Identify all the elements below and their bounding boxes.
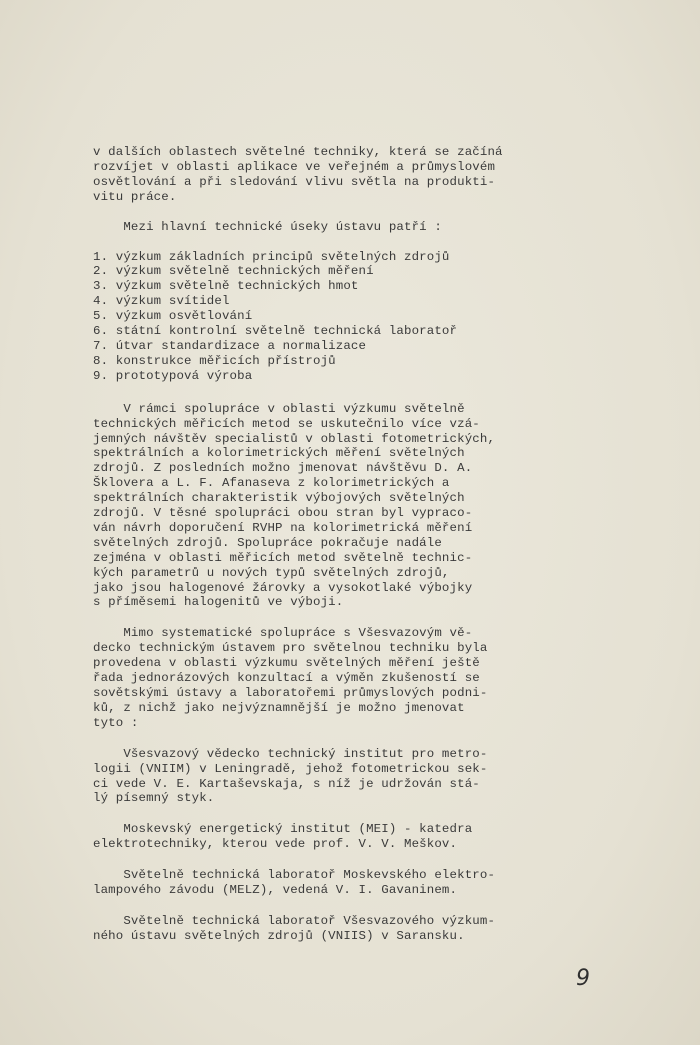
list-intro: Mezi hlavní technické úseky ústavu patří : [93, 219, 442, 234]
text-line: Mimo systematické spolupráce s Všesvazovým vě- [93, 626, 473, 641]
vniis-paragraph [93, 914, 598, 944]
melz-paragraph [93, 868, 598, 898]
text-line: spektrálních a kolorimetrických měření světelných [93, 446, 465, 461]
text-line: technických měřicích metod se uskutečnilo více vzá- [93, 416, 480, 431]
list-item: 8. konstrukce měřicích přístrojů [93, 353, 336, 368]
document-body [93, 145, 598, 944]
text-line: zdrojů. V těsné spolupráci obou stran byl vypraco- [93, 506, 473, 521]
intro-paragraph [93, 145, 598, 205]
text-line: ván návrh doporučení RVHP na kolorimetrická měření [93, 520, 473, 535]
text-line: řada jednorázových konzultací a výměn zkušeností se [93, 671, 480, 686]
systematic-paragraph [93, 626, 598, 730]
list-item: 9. prototypová výroba [93, 368, 253, 383]
text-line: světelných zdrojů. Spolupráce pokračuje nadále [93, 535, 442, 550]
list-item: 4. výzkum svítidel [93, 294, 230, 309]
list-item: 2. výzkum světelně technických měření [93, 264, 374, 279]
text-line: s příměsemi halogenitů ve výboji. [93, 595, 344, 610]
text-line: Všesvazový vědecko technický institut pro metro- [93, 746, 488, 761]
text-line: tyto : [93, 715, 139, 730]
text-line: Moskevský energetický institut (MEI) - katedra [93, 822, 473, 837]
departments-list [93, 250, 598, 384]
text-line: rozvíjet v oblasti aplikace ve veřejném a průmyslovém [93, 159, 496, 174]
list-item: 6. státní kontrolní světelně technická laboratoř [93, 324, 458, 339]
text-line: ků, z nichž jako nejvýznamnější je možno jmenovat [93, 700, 465, 715]
text-line: osvětlování a při sledování vlivu světla na produkti- [93, 174, 496, 189]
list-item: 7. útvar standardizace a normalizace [93, 338, 367, 353]
text-line: kých parametrů u nových typů světelných zdrojů, [93, 565, 450, 580]
text-line: provedena v oblasti výzkumu světelných měření ještě [93, 656, 480, 671]
page-number: 9 [576, 966, 590, 991]
text-line: ci vede V. E. Kartaševskaja, s níž je udržován stá- [93, 776, 480, 791]
list-item: 1. výzkum základních principů světelných zdrojů [93, 249, 450, 264]
list-item: 3. výzkum světelně technických hmot [93, 279, 359, 294]
text-line: zdrojů. Z posledních možno jmenovat návštěvu D. A. [93, 461, 473, 476]
mei-paragraph [93, 822, 598, 852]
text-line: decko technickým ústavem pro světelnou techniku byla [93, 641, 488, 656]
text-line: zejména v oblasti měřicích metod světelně technic- [93, 550, 473, 565]
text-line: lý písemný styk. [93, 791, 215, 806]
text-line: lampového závodu (MELZ), vedená V. I. Gavaninem. [93, 883, 458, 898]
text-line: spektrálních charakteristik výbojových světelných [93, 491, 465, 506]
text-line: jemných návštěv specialistů v oblasti fotometrických, [93, 431, 496, 446]
text-line: sovětskými ústavy a laboratořemi průmyslových podni- [93, 686, 488, 700]
cooperation-paragraph [93, 402, 598, 611]
text-line: V rámci spolupráce v oblasti výzkumu světelně [93, 401, 465, 416]
text-line: vitu práce. [93, 189, 177, 204]
vniim-paragraph [93, 747, 598, 807]
text-line: Šklovera a L. F. Afanaseva z kolorimetrických a [93, 476, 450, 491]
list-item: 5. výzkum osvětlování [93, 309, 253, 324]
text-line: Světelně technická laboratoř Moskevského elektro- [93, 868, 496, 883]
text-line: elektrotechniky, kterou vede prof. V. V. Meškov. [93, 837, 458, 852]
text-line: logii (VNIIM) v Leningradě, jehož fotometrickou sek- [93, 761, 488, 776]
text-line: v dalších oblastech světelné techniky, která se začíná [93, 145, 503, 159]
text-line: jako jsou halogenové žárovky a vysokotlaké výbojky [93, 580, 473, 595]
text-line: ného ústavu světelných zdrojů (VNIIS) v Saransku. [93, 928, 465, 943]
text-line: Světelně technická laboratoř Všesvazového výzkum- [93, 913, 496, 928]
